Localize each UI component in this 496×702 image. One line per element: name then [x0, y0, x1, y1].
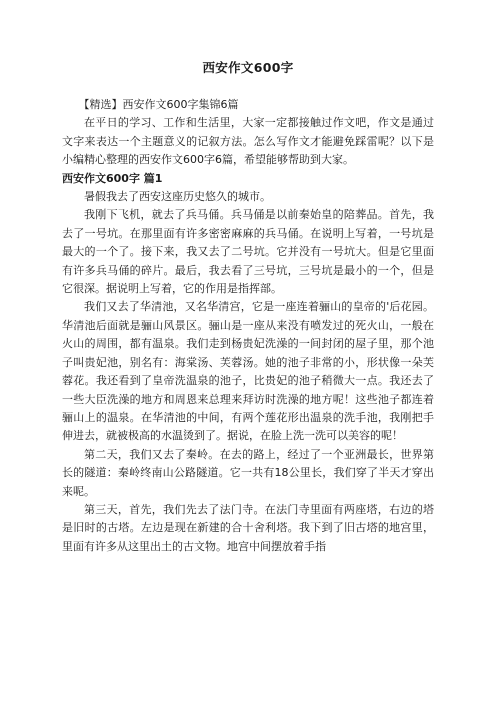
- body-paragraph: 暑假我去了西安这座历史悠久的城市。: [84, 190, 271, 204]
- body-paragraph: 第三天，首先，我们先去了法门寺。在法门寺里面有两座塔，右边的塔是旧时的古塔。左边是现在新建的合十舍利塔。我下到了旧古塔的地宫里，里面有许多从这里出土的古文物。地宫中间摆放着手指: [62, 502, 434, 553]
- document-title: 西安作文600字: [202, 60, 294, 75]
- section-heading: 西安作文600字 篇1: [62, 171, 163, 185]
- intro-line: 【精选】西安作文600字集锦6篇: [78, 98, 239, 111]
- body-paragraph: 我们又去了华清池，又名华清宫，它是一座连着骊山的皇帝的'后花园。华清池后面就是骊山风景区。骊山是一座从来没有喷发过的死火山，一般在火山的周围，都有温泉。我们走到杨贵妃洗澡的一间封闭的屋子里，那个池子叫贵妃池，别名有：海棠汤、芙蓉汤。她的池子非常的小，形状像一朵芙蓉花。我还看到了皇帝洗温泉的池子，比贵妃的池子稍微大一点。我还去了一些大臣洗澡的地方和周恩来总理来拜访时洗澡的地方呢！这些池子都连着骊山上的温泉。在华清池的中间，有两个莲花形出温泉的洗手池，我刚把手伸进去，就被极高的水温烫到了。据说，在脸上洗一洗可以美容的呢！: [62, 300, 434, 443]
- intro-paragraph: 在平日的学习、工作和生活里，大家一定都接触过作文吧，作文是通过文字来表达一个主题意义的记叙方法。怎么写作文才能避免踩雷呢？以下是小编精心整理的西安作文600字6篇，希望能够帮助到大家。: [62, 116, 434, 167]
- body-paragraph: 第二天，我们又去了秦岭。在去的路上，经过了一个亚洲最长，世界第长的隧道：秦岭终南山公路隧道。它一共有18公里长，我们穿了半天才穿出来呢。: [62, 447, 434, 498]
- body-paragraph: 我刚下飞机，就去了兵马俑。兵马俑是以前秦始皇的陪葬品。首先，我去了一号坑。在那里面有许多密密麻麻的兵马俑。在说明上写着，一号坑是最大的一个了。接下来，我又去了二号坑。它并没有一号坑大。但是它里面有许多兵马俑的碎片。最后，我去看了三号坑，三号坑是最小的一个，但是它很深。据说明上写着，它的作用是指挥部。: [62, 208, 434, 296]
